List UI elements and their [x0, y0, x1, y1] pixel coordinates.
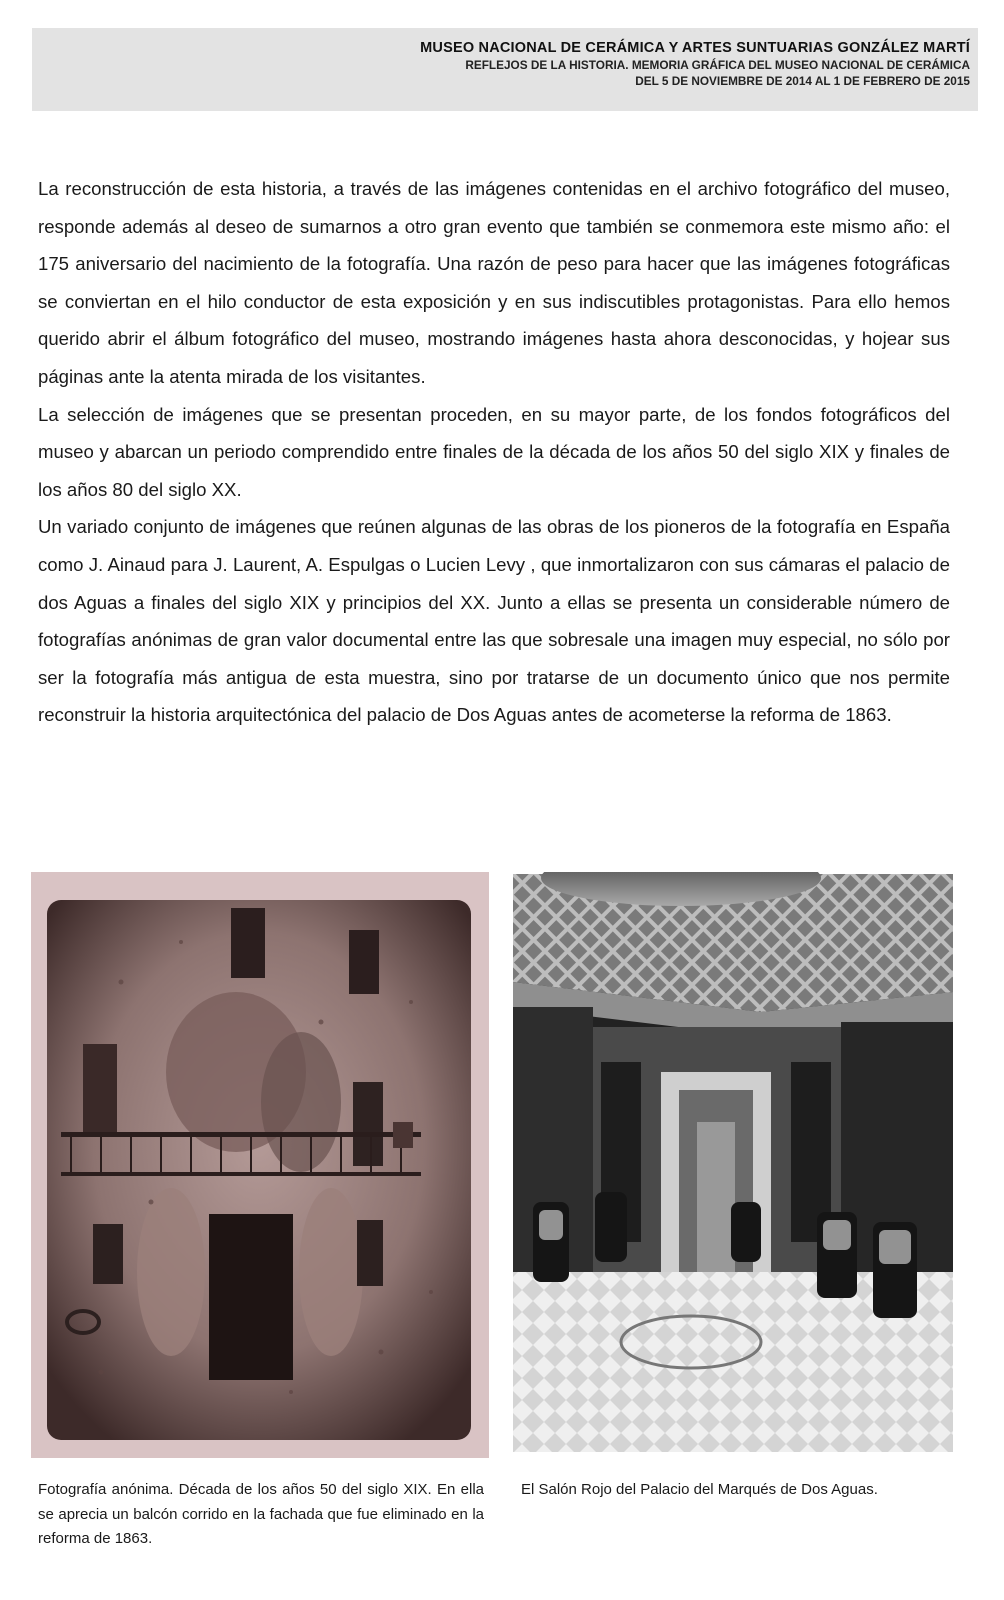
paragraph: Un variado conjunto de imágenes que reúnen algunas de las obras de los pioneros de la fotografía en España como J. Ainaud para J. Laurent, A. Espulgas o Lucien Levy , que inmortalizaron con sus cámaras el palacio de dos Aguas a finales del siglo XIX y principios del XX. Junto a ellas se presenta un considerable número de fotografías anónimas de gran valor documental entre las que sobresale una imagen muy especial, no sólo por ser la fotografía más antigua de esta muestra, sino por tratarse de un documento único que nos permite reconstruir la historia arquitectónica del palacio de Dos Aguas antes de acometerse la reforma de 1863. [38, 516, 950, 726]
museum-title: MUSEO NACIONAL DE CERÁMICA Y ARTES SUNTUARIAS GONZÁLEZ MARTÍ [420, 40, 970, 56]
paragraph: La reconstrucción de esta historia, a través de las imágenes contenidas en el archivo fotográfico del museo, responde además al deseo de sumarnos a otro gran evento que también se conmemora este mismo año: el 175 aniversario del nacimiento de la fotografía. Una razón de peso para hacer que las imágenes fotográficas se conviertan en el hilo conductor de esta exposición y en sus indiscutibles protagonistas. Para ello hemos querido abrir el álbum fotográfico del museo, mostrando imágenes hasta ahora desconocidas, y hojear sus páginas ante la atenta mirada de los visitantes. [38, 178, 950, 387]
salon-rojo-photograph [511, 872, 971, 1454]
facade-photograph [31, 872, 489, 1458]
body-text [38, 170, 950, 734]
figure-caption: El Salón Rojo del Palacio del Marqués de Dos Aguas. [521, 1481, 878, 1498]
exhibition-subtitle: REFLEJOS DE LA HISTORIA. MEMORIA GRÁFICA DEL MUSEO NACIONAL DE CERÁMICA [465, 58, 970, 72]
paragraph: La selección de imágenes que se presentan proceden, en su mayor parte, de los fondos fotográficos del museo y abarcan un periodo comprendido entre finales de la década de los años 50 del siglo XIX y finales de los años 80 del siglo XX. [38, 403, 950, 500]
exhibition-dates: DEL 5 DE NOVIEMBRE DE 2014 AL 1 DE FEBRERO DE 2015 [635, 74, 970, 88]
header-banner [32, 28, 978, 111]
figure-caption: Fotografía anónima. Década de los años 50 del siglo XIX. En ella se aprecia un balcón corrido en la fachada que fue eliminado en la reforma de 1863. [38, 1481, 484, 1547]
